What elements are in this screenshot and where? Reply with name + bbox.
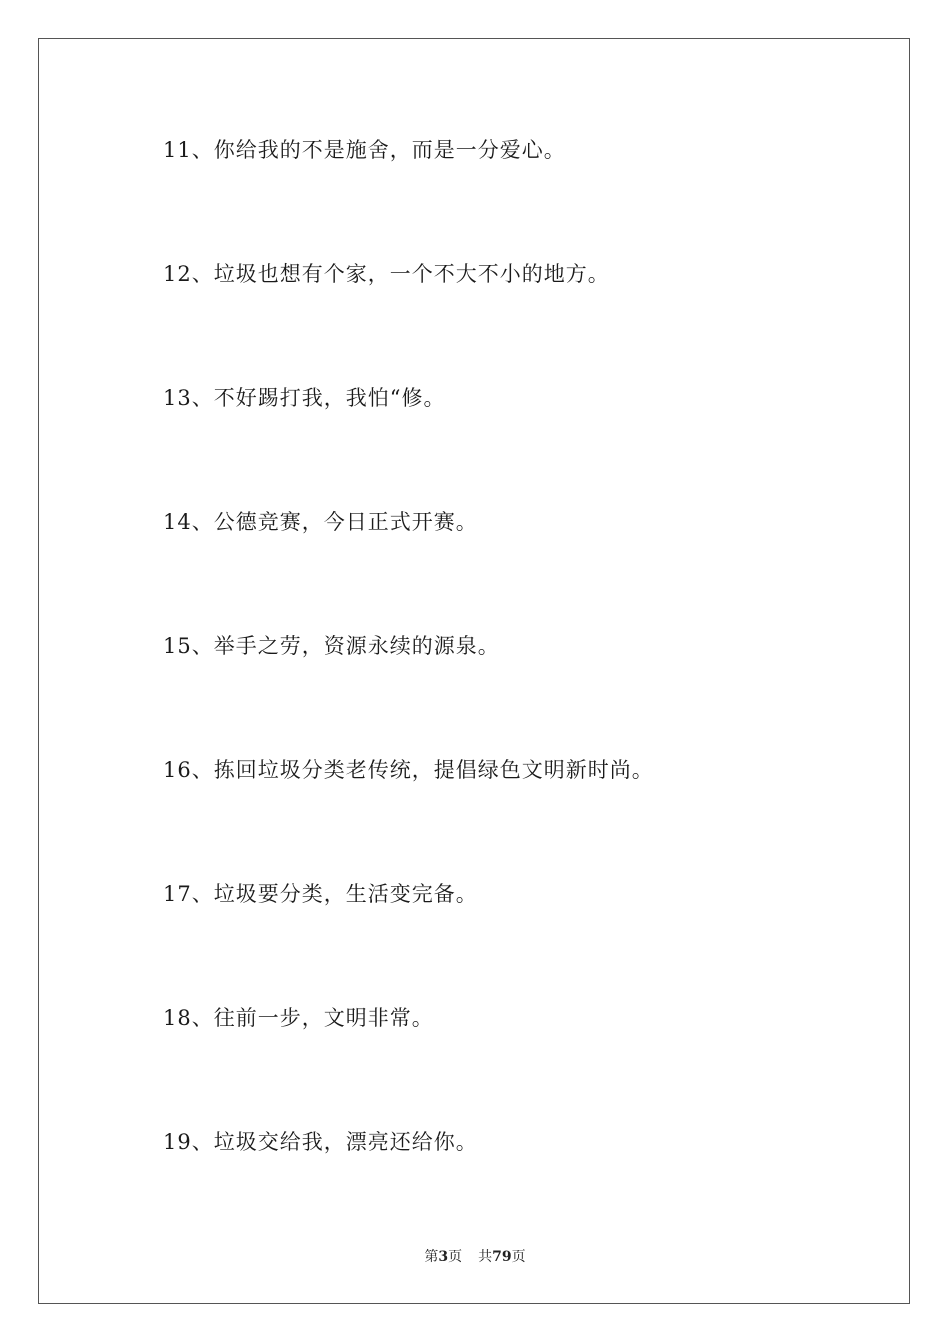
list-item: 18、往前一步，文明非常。 bbox=[163, 1006, 434, 1030]
list-item: 16、拣回垃圾分类老传统，提倡绿色文明新时尚。 bbox=[163, 758, 654, 782]
list-item: 15、举手之劳，资源永续的源泉。 bbox=[163, 634, 500, 658]
total-suffix: 页 bbox=[511, 1249, 526, 1265]
list-item: 14、公德竞赛，今日正式开赛。 bbox=[163, 510, 478, 534]
slogan-list bbox=[163, 133, 654, 1249]
list-item: 17、垃圾要分类，生活变完备。 bbox=[163, 882, 478, 906]
page-suffix: 页 bbox=[448, 1249, 463, 1265]
list-item: 11、你给我的不是施舍，而是一分爱心。 bbox=[163, 138, 566, 162]
list-item: 12、垃圾也想有个家，一个不大不小的地方。 bbox=[163, 262, 610, 286]
page-footer bbox=[0, 1246, 950, 1266]
total-pages: 79 bbox=[492, 1249, 512, 1265]
total-prefix: 共 bbox=[478, 1249, 493, 1265]
list-item: 19、垃圾交给我，漂亮还给你。 bbox=[163, 1130, 478, 1154]
page-number: 3 bbox=[438, 1249, 449, 1265]
page-prefix: 第 bbox=[424, 1249, 439, 1265]
list-item: 13、不好踢打我，我怕“修。 bbox=[163, 386, 446, 410]
